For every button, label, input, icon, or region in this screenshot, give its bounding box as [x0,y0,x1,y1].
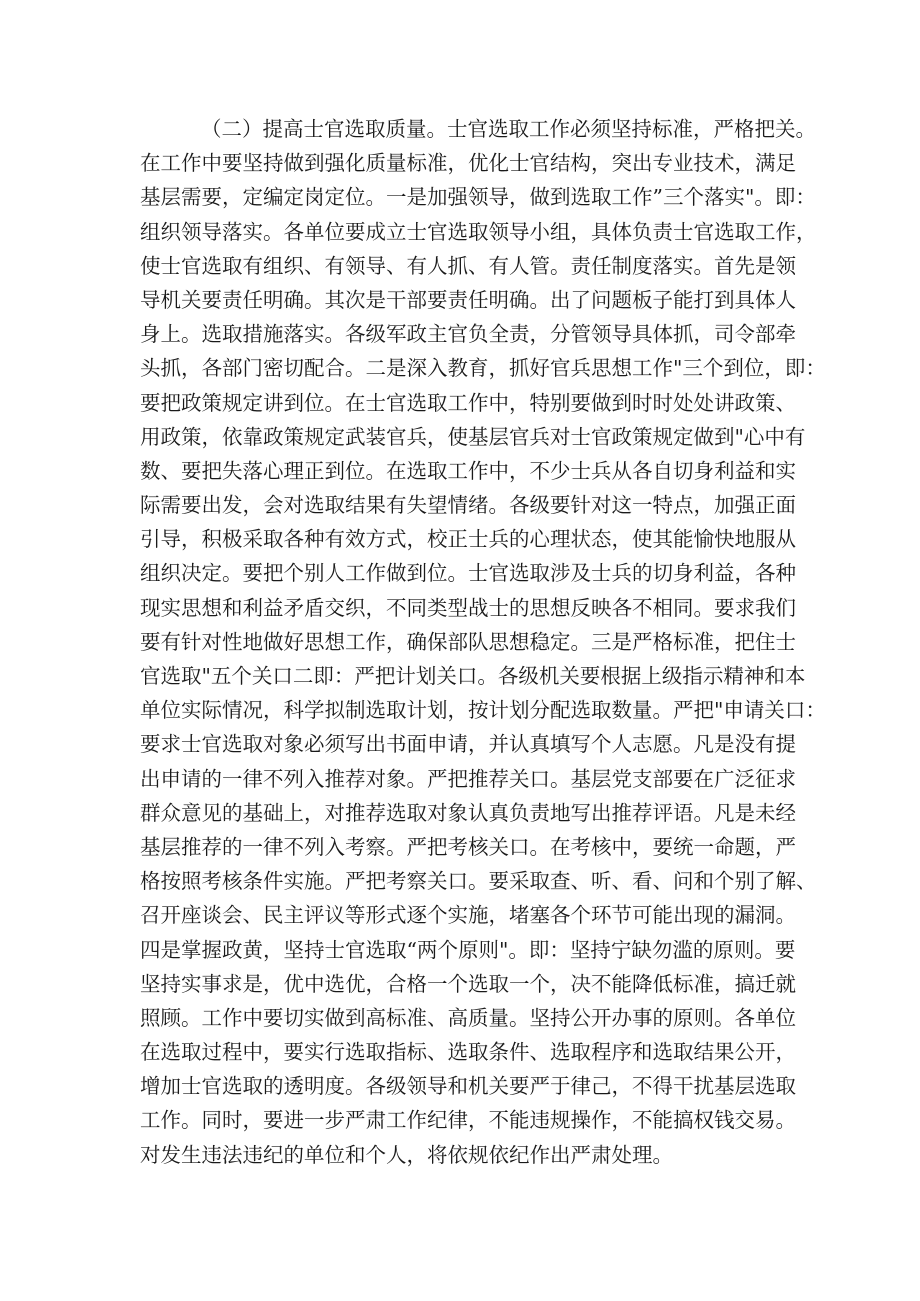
paragraph-line: 群众意见的基础上，对推荐选取对象认真负责地写出推荐评语。凡是未经 [140,800,796,825]
paragraph-line: 召开座谈会、民主评议等形式逐个实施，堵塞各个环节可能出现的漏洞。 [140,903,796,928]
paragraph-line: 引导，积极采取各种有效方式，校正士兵的心理状态，使其能愉快地服从 [140,527,796,552]
paragraph-line: 对发生违法违纪的单位和个人，将依规依纪作出严肃处理。 [140,1142,673,1167]
paragraph-line: 基层推荐的一律不列入考察。严把考核关口。在考核中，要统一命题，严 [140,834,796,859]
paragraph-line: 照顾。工作中要切实做到高标准、高质量。坚持公开办事的原则。各单位 [140,1005,796,1030]
paragraph-line: 工作。同时，要进一步严肃工作纪律，不能违规操作，不能搞权钱交易。 [140,1108,796,1133]
paragraph-line: 导机关要责任明确。其次是干部要责任明确。出了问题板子能打到具体人 [140,287,796,312]
paragraph-line: 组织决定。要把个别人工作做到位。士官选取涉及士兵的切身利益，各种 [140,561,796,586]
paragraph-line: 在工作中要坚持做到强化质量标准，优化士官结构，突出专业技术，满足 [140,151,796,176]
paragraph-line: 在选取过程中，要实行选取指标、选取条件、选取程序和选取结果公开， [140,1040,796,1065]
paragraph-line: 要有针对性地做好思想工作，确保部队思想稳定。三是严格标准，把住士 [140,629,796,654]
body-paragraph [140,112,826,1172]
paragraph-line: 坚持实事求是，优中选优，合格一个选取一个，决不能降低标准，搞迁就 [140,971,796,996]
paragraph-line: 使士官选取有组织、有领导、有人抓、有人管。责任制度落实。首先是领 [140,253,796,278]
paragraph-line: 身上。选取措施落实。各级军政主官负全责，分管领导具体抓，司令部牵 [140,322,796,347]
paragraph-line: 现实思想和利益矛盾交织，不同类型战士的思想反映各不相同。要求我们 [140,595,796,620]
paragraph-line: 格按照考核条件实施。严把考察关口。要采取查、听、看、问和个别了解、 [140,869,817,894]
paragraph-line: 基层需要，定编定岗定位。一是加强领导，做到选取工作”三个落实"。即： [140,185,816,210]
paragraph-line: 际需要出发，会对选取结果有失望情绪。各级要针对这一特点，加强正面 [140,493,796,518]
paragraph-line: 单位实际情况，科学拟制选取计划，按计划分配选取数量。严把"申请关口： [140,698,826,723]
paragraph-line: 要把政策规定讲到位。在士官选取工作中，特别要做到时时处处讲政策、 [140,390,796,415]
paragraph-line: 用政策，依靠政策规定武装官兵，使基层官兵对士官政策规定做到"心中有 [140,424,806,449]
paragraph-line: （二）提高士官选取质量。士官选取工作必须坚持标准，严格把关。 [201,117,816,141]
paragraph-line: 要求士官选取对象必须写出书面申请，并认真填写个人志愿。凡是没有提 [140,732,796,757]
paragraph-line: 组织领导落实。各单位要成立士官选取领导小组，具体负责士官选取工作， [140,219,817,244]
paragraph-line: 官选取"五个关口二即：严把计划关口。各级机关要根据上级指示精神和本 [140,664,806,688]
paragraph-line: 增加士官选取的透明度。各级领导和机关要严于律己，不得干扰基层选取 [140,1074,796,1099]
paragraph-line: 出申请的一律不列入推荐对象。严把推荐关口。基层党支部要在广泛征求 [140,766,796,791]
paragraph-line: 头抓，各部门密切配合。二是深入教育，抓好官兵思想工作"三个到位，即： [140,356,826,381]
paragraph-line: 四是掌握政黄，坚持士官选取“两个原则"。即：坚持宁缺勿滥的原则。要 [140,937,796,962]
paragraph-line: 数、要把失落心理正到位。在选取工作中，不少士兵从各自切身利益和实 [140,458,796,483]
